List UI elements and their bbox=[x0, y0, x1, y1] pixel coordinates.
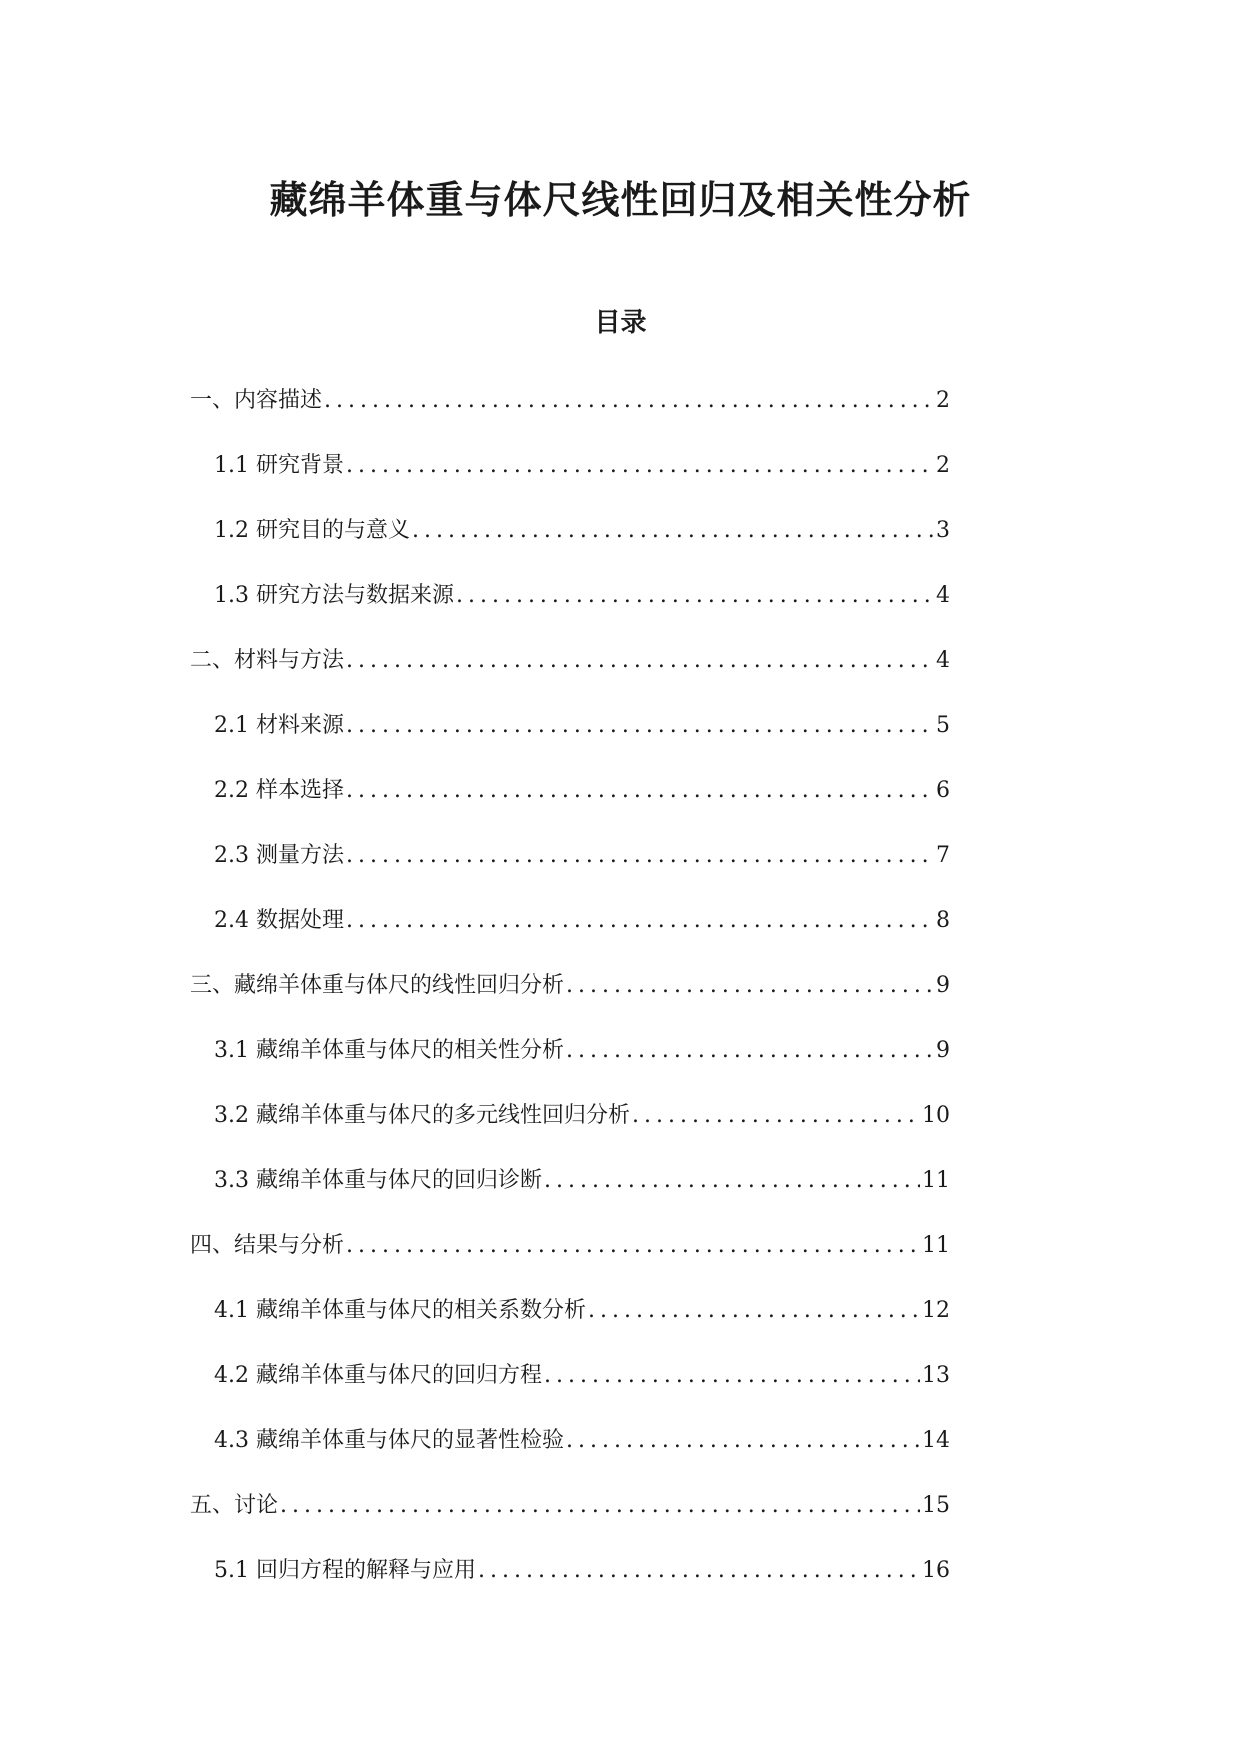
toc-entry-label: 3.1 藏绵羊体重与体尺的相关性分析 bbox=[214, 1038, 564, 1063]
toc-entry[interactable] bbox=[190, 906, 950, 971]
toc-entry[interactable] bbox=[190, 1491, 950, 1556]
toc-entry-page-number: 7 bbox=[936, 843, 950, 868]
toc-entry-page-number: 13 bbox=[922, 1363, 950, 1388]
toc-entry-label: 2.3 测量方法 bbox=[214, 843, 344, 868]
toc-entry-label: 二、材料与方法 bbox=[190, 648, 345, 673]
toc-entry[interactable] bbox=[190, 646, 950, 711]
toc-dot-leader bbox=[324, 386, 934, 416]
toc-entry[interactable] bbox=[190, 1101, 950, 1166]
toc-entry-label: 4.3 藏绵羊体重与体尺的显著性检验 bbox=[214, 1428, 564, 1453]
toc-entry[interactable] bbox=[190, 516, 950, 581]
toc-entry[interactable] bbox=[190, 581, 950, 646]
toc-entry[interactable] bbox=[190, 1231, 950, 1296]
toc-entry-page-number: 9 bbox=[936, 1038, 950, 1063]
toc-entry[interactable] bbox=[190, 841, 950, 906]
toc-entry-page-number: 6 bbox=[936, 778, 950, 803]
toc-dot-leader bbox=[566, 1036, 934, 1066]
toc-entry-label: 3.3 藏绵羊体重与体尺的回归诊断 bbox=[214, 1168, 542, 1193]
toc-entry-label: 1.2 研究目的与意义 bbox=[214, 518, 410, 543]
toc-dot-leader bbox=[346, 711, 934, 741]
toc-entry-page-number: 16 bbox=[922, 1558, 950, 1583]
toc-entry-page-number: 11 bbox=[922, 1233, 950, 1258]
toc-entry-label: 4.2 藏绵羊体重与体尺的回归方程 bbox=[214, 1363, 542, 1388]
toc-entry-label: 2.1 材料来源 bbox=[214, 713, 344, 738]
toc-dot-leader bbox=[544, 1166, 920, 1196]
toc-dot-leader bbox=[346, 451, 934, 481]
toc-entry-page-number: 9 bbox=[936, 973, 950, 998]
toc-entry-label: 五、讨论 bbox=[190, 1493, 279, 1518]
toc-entry[interactable] bbox=[190, 1296, 950, 1361]
toc-entry[interactable] bbox=[190, 1036, 950, 1101]
toc-dot-leader bbox=[346, 646, 934, 676]
toc-dot-leader bbox=[346, 841, 934, 871]
toc-entry-page-number: 11 bbox=[922, 1168, 950, 1193]
toc-entry[interactable] bbox=[190, 1361, 950, 1426]
toc-entry-page-number: 5 bbox=[936, 713, 950, 738]
toc-entry-label: 3.2 藏绵羊体重与体尺的多元线性回归分析 bbox=[214, 1103, 630, 1128]
toc-dot-leader bbox=[280, 1491, 920, 1521]
toc-dot-leader bbox=[566, 971, 934, 1001]
toc-entry-page-number: 4 bbox=[936, 648, 950, 673]
toc-entry-page-number: 8 bbox=[936, 908, 950, 933]
toc-dot-leader bbox=[566, 1426, 920, 1456]
document-title: 藏绵羊体重与体尺线性回归及相关性分析 bbox=[269, 178, 972, 223]
toc-entry[interactable] bbox=[190, 971, 950, 1036]
toc-dot-leader bbox=[544, 1361, 920, 1391]
toc-dot-leader bbox=[346, 1231, 920, 1261]
toc-dot-leader bbox=[456, 581, 934, 611]
toc-entry[interactable] bbox=[190, 451, 950, 516]
toc-entry[interactable] bbox=[190, 1166, 950, 1231]
toc-dot-leader bbox=[588, 1296, 920, 1326]
toc-dot-leader bbox=[478, 1556, 920, 1586]
toc-entry-page-number: 14 bbox=[922, 1428, 950, 1453]
toc-entry-page-number: 15 bbox=[922, 1493, 950, 1518]
toc-dot-leader bbox=[346, 776, 934, 806]
toc-entry-label: 5.1 回归方程的解释与应用 bbox=[214, 1558, 476, 1583]
toc-dot-leader bbox=[632, 1101, 920, 1131]
toc-entry-label: 2.4 数据处理 bbox=[214, 908, 344, 933]
toc-entry[interactable] bbox=[190, 1556, 950, 1621]
toc-entry-label: 2.2 样本选择 bbox=[214, 778, 344, 803]
toc-entry-page-number: 3 bbox=[936, 518, 950, 543]
table-of-contents bbox=[190, 386, 950, 1621]
toc-dot-leader bbox=[412, 516, 934, 546]
toc-entry-page-number: 12 bbox=[922, 1298, 950, 1323]
toc-entry-label: 1.1 研究背景 bbox=[214, 453, 344, 478]
toc-entry[interactable] bbox=[190, 386, 950, 451]
toc-entry-label: 1.3 研究方法与数据来源 bbox=[214, 583, 454, 608]
toc-entry-page-number: 2 bbox=[936, 453, 950, 478]
toc-dot-leader bbox=[346, 906, 934, 936]
toc-entry-page-number: 10 bbox=[922, 1103, 950, 1128]
toc-entry[interactable] bbox=[190, 776, 950, 841]
toc-entry-page-number: 2 bbox=[936, 388, 950, 413]
toc-entry[interactable] bbox=[190, 1426, 950, 1491]
toc-entry-label: 一、内容描述 bbox=[190, 388, 323, 413]
toc-entry-label: 三、藏绵羊体重与体尺的线性回归分析 bbox=[190, 973, 565, 998]
toc-entry-label: 四、结果与分析 bbox=[190, 1233, 345, 1258]
toc-heading: 目录 bbox=[594, 307, 647, 338]
toc-entry-label: 4.1 藏绵羊体重与体尺的相关系数分析 bbox=[214, 1298, 586, 1323]
toc-entry-page-number: 4 bbox=[936, 583, 950, 608]
toc-entry[interactable] bbox=[190, 711, 950, 776]
